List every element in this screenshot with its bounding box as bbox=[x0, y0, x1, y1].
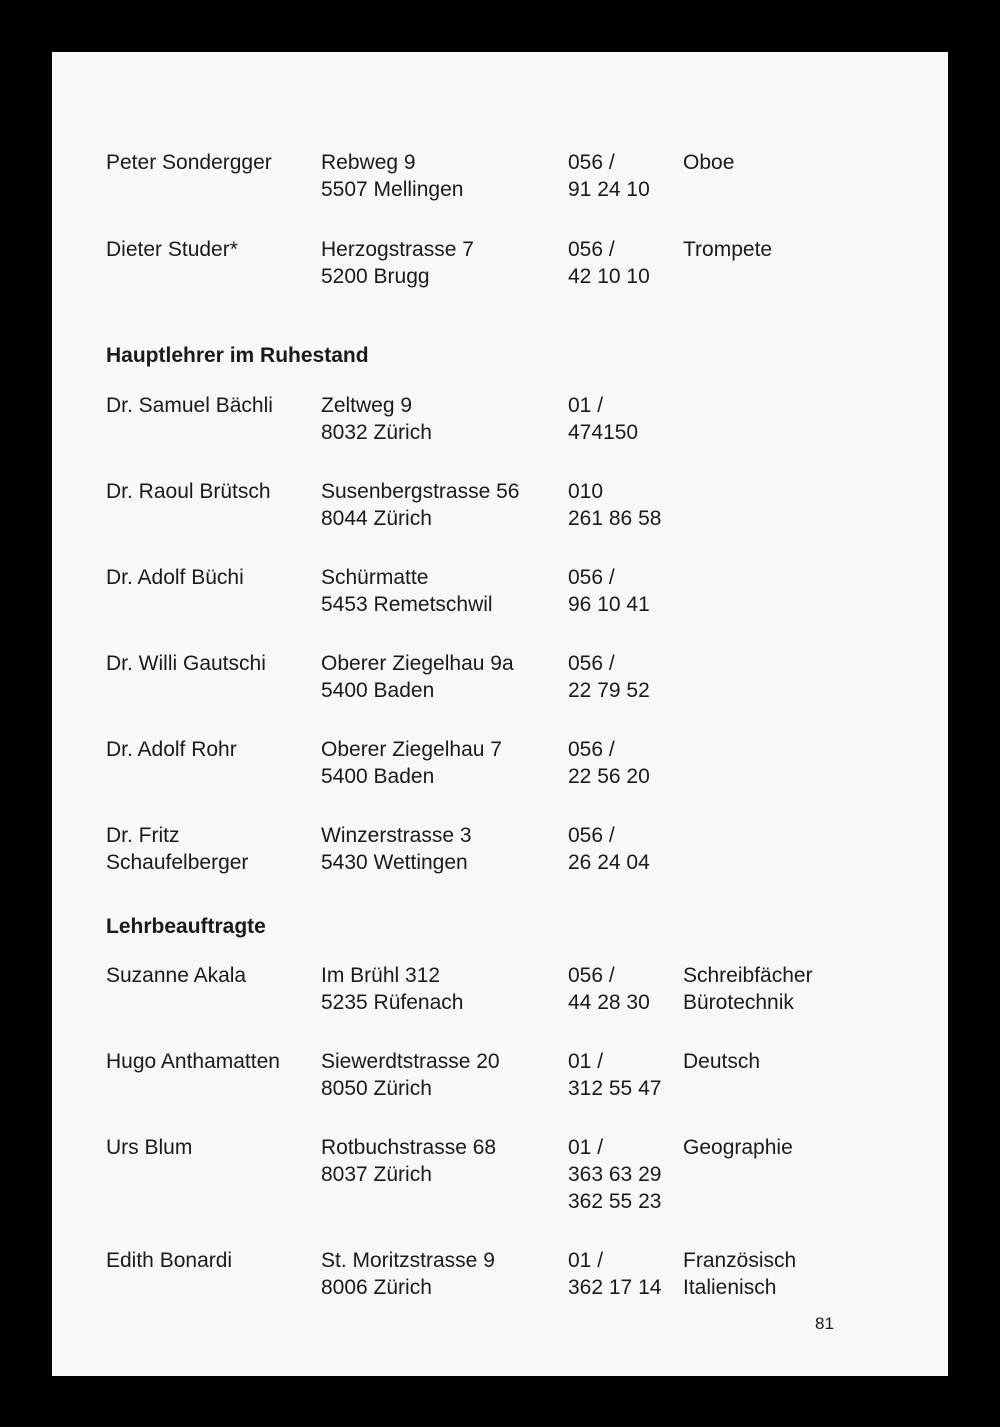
entry-name-line: Dieter Studer* bbox=[106, 238, 238, 261]
entry-address bbox=[321, 149, 463, 203]
entry-name-line: Dr. Fritz bbox=[106, 824, 180, 847]
entry-address-line: Im Brühl 312 bbox=[321, 964, 441, 987]
entry-name-line: Dr. Adolf Büchi bbox=[106, 566, 244, 589]
entry-address bbox=[321, 564, 493, 618]
entry-phone bbox=[568, 149, 650, 203]
entry-address-line: St. Moritzstrasse 9 bbox=[321, 1249, 495, 1272]
entry-name bbox=[106, 564, 244, 591]
entry-name-line: Edith Bonardi bbox=[106, 1249, 233, 1272]
entry-subject-line: Oboe bbox=[683, 151, 735, 174]
entry-address-line: Oberer Ziegelhau 7 bbox=[321, 738, 502, 761]
entry-address-line: 8050 Zürich bbox=[321, 1077, 432, 1100]
entry-phone-line: 056 / bbox=[568, 964, 615, 987]
entry-name bbox=[106, 149, 272, 176]
entry-phone-line: 056 / bbox=[568, 151, 615, 174]
entry-subject-line: Trompete bbox=[683, 238, 773, 261]
entry-phone-line: 01 / bbox=[568, 394, 604, 417]
entry-phone-line: 261 86 58 bbox=[568, 507, 662, 530]
entry-address-line: 5507 Mellingen bbox=[321, 178, 464, 201]
entry-address-line: Rebweg 9 bbox=[321, 151, 416, 174]
entry-phone bbox=[568, 392, 638, 446]
entry-address-line: Herzogstrasse 7 bbox=[321, 238, 474, 261]
entry-address-line: 5235 Rüfenach bbox=[321, 991, 464, 1014]
section-heading: Hauptlehrer im Ruhestand bbox=[106, 344, 369, 367]
entry-phone-line: 056 / bbox=[568, 238, 615, 261]
entry-name bbox=[106, 236, 238, 263]
entry-phone-line: 44 28 30 bbox=[568, 991, 650, 1014]
entry-address-line: Winzerstrasse 3 bbox=[321, 824, 472, 847]
entry-subject-line: Französisch bbox=[683, 1249, 797, 1272]
entry-address bbox=[321, 392, 432, 446]
entry-address-line: 8032 Zürich bbox=[321, 421, 432, 444]
entry-phone bbox=[568, 236, 650, 290]
entry-subject-line: Geographie bbox=[683, 1136, 793, 1159]
entry-phone-line: 312 55 47 bbox=[568, 1077, 662, 1100]
entry-name-line: Schaufelberger bbox=[106, 851, 249, 874]
entry-phone-line: 91 24 10 bbox=[568, 178, 650, 201]
entry-name bbox=[106, 736, 237, 763]
entry-address bbox=[321, 236, 474, 290]
entry-address bbox=[321, 1048, 500, 1102]
entry-address-line: Siewerdtstrasse 20 bbox=[321, 1050, 500, 1073]
entry-address bbox=[321, 650, 514, 704]
entry-name bbox=[106, 1247, 232, 1274]
entry-address bbox=[321, 962, 463, 1016]
entry-subject-line: Bürotechnik bbox=[683, 991, 794, 1014]
entry-phone bbox=[568, 650, 650, 704]
entry-phone bbox=[568, 1134, 661, 1215]
entry-phone-line: 01 / bbox=[568, 1050, 604, 1073]
entry-address-line: Oberer Ziegelhau 9a bbox=[321, 652, 514, 675]
entry-name bbox=[106, 478, 271, 505]
entry-name bbox=[106, 1048, 280, 1075]
entry-name bbox=[106, 822, 248, 876]
entry-phone-line: 056 / bbox=[568, 652, 615, 675]
entry-subject bbox=[683, 149, 734, 176]
page-number: 81 bbox=[815, 1314, 834, 1333]
entry-address-line: Rotbuchstrasse 68 bbox=[321, 1136, 497, 1159]
entry-phone bbox=[568, 1247, 661, 1301]
entry-address-line: 8044 Zürich bbox=[321, 507, 432, 530]
entry-address-line: 5200 Brugg bbox=[321, 265, 430, 288]
entry-address-line: 8037 Zürich bbox=[321, 1163, 432, 1186]
entry-address-line: 5400 Baden bbox=[321, 765, 435, 788]
entry-subject-line: Italienisch bbox=[683, 1276, 777, 1299]
entry-phone-line: 01 / bbox=[568, 1249, 604, 1272]
entry-phone-line: 056 / bbox=[568, 738, 615, 761]
entry-phone-line: 22 79 52 bbox=[568, 679, 650, 702]
entry-name-line: Dr. Adolf Rohr bbox=[106, 738, 237, 761]
entry-address-line: Susenbergstrasse 56 bbox=[321, 480, 520, 503]
entry-subject bbox=[683, 236, 772, 263]
entry-address bbox=[321, 736, 502, 790]
entry-phone-line: 474150 bbox=[568, 421, 639, 444]
entry-subject bbox=[683, 1048, 760, 1075]
entry-address bbox=[321, 822, 472, 876]
entry-address-line: 5453 Remetschwil bbox=[321, 593, 493, 616]
entry-name-line: Urs Blum bbox=[106, 1136, 193, 1159]
entry-address bbox=[321, 1134, 496, 1188]
entry-phone-line: 01 / bbox=[568, 1136, 604, 1159]
entry-subject-line: Deutsch bbox=[683, 1050, 761, 1073]
entry-name-line: Hugo Anthamatten bbox=[106, 1050, 280, 1073]
entry-phone-line: 22 56 20 bbox=[568, 765, 650, 788]
document-page bbox=[52, 52, 948, 1376]
entry-phone bbox=[568, 822, 650, 876]
entry-phone-line: 363 63 29 bbox=[568, 1163, 662, 1186]
entry-address bbox=[321, 1247, 495, 1301]
entry-address bbox=[321, 478, 519, 532]
entry-subject-line: Schreibfächer bbox=[683, 964, 813, 987]
entry-phone bbox=[568, 736, 650, 790]
entry-phone-line: 96 10 41 bbox=[568, 593, 650, 616]
entry-phone-line: 010 bbox=[568, 480, 604, 503]
entry-name bbox=[106, 1134, 192, 1161]
entry-name-line: Dr. Samuel Bächli bbox=[106, 394, 273, 417]
entry-name-line: Dr. Raoul Brütsch bbox=[106, 480, 271, 503]
entry-phone bbox=[568, 962, 650, 1016]
entry-phone bbox=[568, 564, 650, 618]
entry-address-line: Zeltweg 9 bbox=[321, 394, 413, 417]
entry-address-line: 5430 Wettingen bbox=[321, 851, 468, 874]
entry-name-line: Peter Sondergger bbox=[106, 151, 272, 174]
entry-name bbox=[106, 650, 266, 677]
section-heading: Lehrbeauftragte bbox=[106, 915, 266, 938]
entry-name-line: Dr. Willi Gautschi bbox=[106, 652, 266, 675]
entry-subject bbox=[683, 1134, 793, 1161]
entry-phone-line: 362 55 23 bbox=[568, 1190, 662, 1213]
entry-phone-line: 42 10 10 bbox=[568, 265, 650, 288]
entry-phone-line: 26 24 04 bbox=[568, 851, 650, 874]
entry-phone-line: 362 17 14 bbox=[568, 1276, 662, 1299]
entry-phone-line: 056 / bbox=[568, 566, 615, 589]
entry-name bbox=[106, 392, 273, 419]
entry-address-line: Schürmatte bbox=[321, 566, 429, 589]
entry-phone-line: 056 / bbox=[568, 824, 615, 847]
entry-phone bbox=[568, 1048, 661, 1102]
entry-subject bbox=[683, 1247, 796, 1301]
entry-address-line: 5400 Baden bbox=[321, 679, 435, 702]
entry-subject bbox=[683, 962, 813, 1016]
entry-phone bbox=[568, 478, 661, 532]
entry-name bbox=[106, 962, 246, 989]
entry-name-line: Suzanne Akala bbox=[106, 964, 247, 987]
entry-address-line: 8006 Zürich bbox=[321, 1276, 432, 1299]
